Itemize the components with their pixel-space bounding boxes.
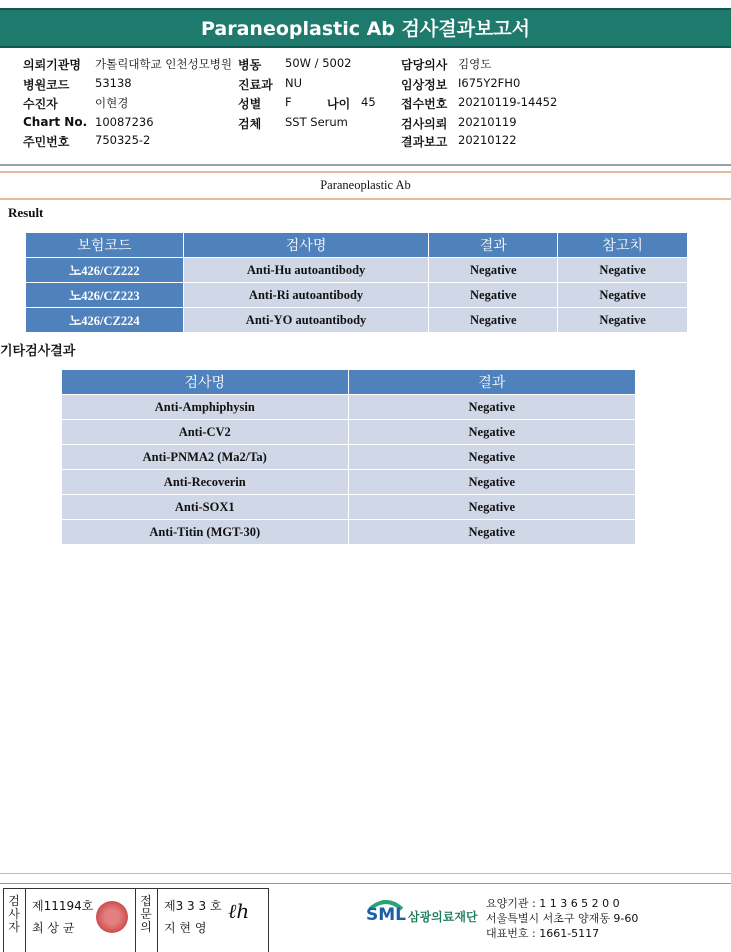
other-results-table bbox=[61, 369, 636, 545]
test-name: Anti-YO autoantibody bbox=[183, 308, 429, 333]
result-value: Negative bbox=[429, 258, 558, 283]
org-phone: 대표번호 : 1661-5117 bbox=[486, 927, 600, 940]
table-row bbox=[26, 283, 688, 308]
table-row bbox=[62, 495, 636, 520]
result-value: Negative bbox=[348, 520, 635, 545]
report-label: 결과보고 bbox=[401, 135, 448, 149]
test-name: Anti-Titin (MGT-30) bbox=[62, 520, 349, 545]
header-test-name: 검사명 bbox=[62, 370, 349, 395]
result-heading: Result bbox=[8, 205, 44, 220]
test-name: Anti-SOX1 bbox=[62, 495, 349, 520]
ward-value: 50W / 5002 bbox=[285, 56, 352, 70]
age-label: 나이 bbox=[327, 97, 351, 111]
clinical-value: I675Y2FH0 bbox=[458, 76, 521, 90]
institution-value: 가톨릭대학교 인천성모병원 bbox=[95, 57, 232, 71]
report-value: 20210122 bbox=[458, 133, 517, 147]
test-name: Anti-Hu autoantibody bbox=[183, 258, 429, 283]
report-title: Paraneoplastic Ab 검사결과보고서 bbox=[0, 8, 731, 48]
table-row bbox=[26, 308, 688, 333]
specimen-label: 검체 bbox=[238, 117, 262, 131]
clinical-label: 임상정보 bbox=[401, 78, 448, 92]
sex-label: 성별 bbox=[238, 97, 262, 111]
header-insurance-code: 보험코드 bbox=[26, 233, 184, 258]
table-row bbox=[26, 258, 688, 283]
insurance-code: 노426/CZ222 bbox=[26, 258, 184, 283]
test-name: Anti-CV2 bbox=[62, 420, 349, 445]
insurance-code: 노426/CZ224 bbox=[26, 308, 184, 333]
reference-value: Negative bbox=[558, 308, 688, 333]
section-subtitle: Paraneoplastic Ab bbox=[320, 178, 411, 192]
patient-value: 이현경 bbox=[95, 96, 129, 110]
test-name: Anti-Amphiphysin bbox=[62, 395, 349, 420]
result-value: Negative bbox=[348, 420, 635, 445]
idnum-label: 주민번호 bbox=[23, 135, 70, 149]
signature-box bbox=[3, 888, 269, 952]
patient-label: 수진자 bbox=[23, 97, 58, 111]
divider bbox=[0, 164, 731, 166]
other-results-heading: 기타검사결과 bbox=[0, 344, 76, 359]
examiner-license: 제11194호 bbox=[32, 899, 94, 913]
result-table bbox=[25, 232, 688, 333]
specimen-value: SST Serum bbox=[285, 115, 348, 129]
receipt-value: 20210119-14452 bbox=[458, 95, 558, 109]
table-row bbox=[62, 520, 636, 545]
test-name: Anti-Recoverin bbox=[62, 470, 349, 495]
request-value: 20210119 bbox=[458, 115, 517, 129]
header-result: 결과 bbox=[429, 233, 558, 258]
header-result: 결과 bbox=[348, 370, 635, 395]
table-row bbox=[62, 470, 636, 495]
table-row bbox=[62, 445, 636, 470]
result-value: Negative bbox=[429, 308, 558, 333]
divider bbox=[0, 873, 731, 874]
sml-logo-text: SML bbox=[366, 905, 406, 925]
examiner-label: 검사자 bbox=[8, 894, 20, 934]
receipt-label: 접수번호 bbox=[401, 97, 448, 111]
result-value: Negative bbox=[348, 470, 635, 495]
request-label: 검사의뢰 bbox=[401, 117, 448, 131]
divider bbox=[0, 198, 731, 200]
divider bbox=[0, 171, 731, 173]
table-row bbox=[62, 395, 636, 420]
insurance-code: 노426/CZ223 bbox=[26, 283, 184, 308]
test-name: Anti-PNMA2 (Ma2/Ta) bbox=[62, 445, 349, 470]
doctor-label: 담당의사 bbox=[401, 58, 448, 72]
reference-value: Negative bbox=[558, 258, 688, 283]
institution-label: 의뢰기관명 bbox=[23, 58, 81, 72]
result-value: Negative bbox=[348, 445, 635, 470]
sex-value: F bbox=[285, 95, 292, 109]
result-value: Negative bbox=[429, 283, 558, 308]
dept-value: NU bbox=[285, 76, 303, 90]
age-value: 45 bbox=[361, 95, 376, 109]
org-address: 서울특별시 서초구 양재동 9-60 bbox=[486, 912, 639, 925]
specialist-license: 제3 3 3 호 bbox=[164, 899, 222, 913]
hospital-code-label: 병원코드 bbox=[23, 78, 70, 92]
header-test-name: 검사명 bbox=[183, 233, 429, 258]
dept-label: 진료과 bbox=[238, 78, 273, 92]
test-name: Anti-Ri autoantibody bbox=[183, 283, 429, 308]
signature-icon: ℓh bbox=[228, 899, 250, 923]
specialist-label: 접문의 bbox=[140, 894, 152, 934]
header-reference: 참고치 bbox=[558, 233, 688, 258]
hospital-code-value: 53138 bbox=[95, 76, 132, 90]
org-info bbox=[486, 896, 638, 941]
divider bbox=[0, 883, 731, 884]
examiner-name: 최 상 균 bbox=[32, 921, 75, 935]
chart-value: 10087236 bbox=[95, 115, 154, 129]
specialist-name: 지 현 영 bbox=[164, 921, 207, 935]
seal-stamp-icon bbox=[96, 901, 128, 933]
result-value: Negative bbox=[348, 495, 635, 520]
table-row bbox=[62, 420, 636, 445]
chart-label: Chart No. bbox=[23, 115, 88, 129]
doctor-value: 김영도 bbox=[458, 57, 492, 71]
org-code: 요양기관 : 1 1 3 6 5 2 0 0 bbox=[486, 897, 620, 910]
reference-value: Negative bbox=[558, 283, 688, 308]
org-name: 삼광의료재단 bbox=[408, 910, 478, 924]
idnum-value: 750325-2 bbox=[95, 133, 151, 147]
result-value: Negative bbox=[348, 395, 635, 420]
ward-label: 병동 bbox=[238, 58, 262, 72]
